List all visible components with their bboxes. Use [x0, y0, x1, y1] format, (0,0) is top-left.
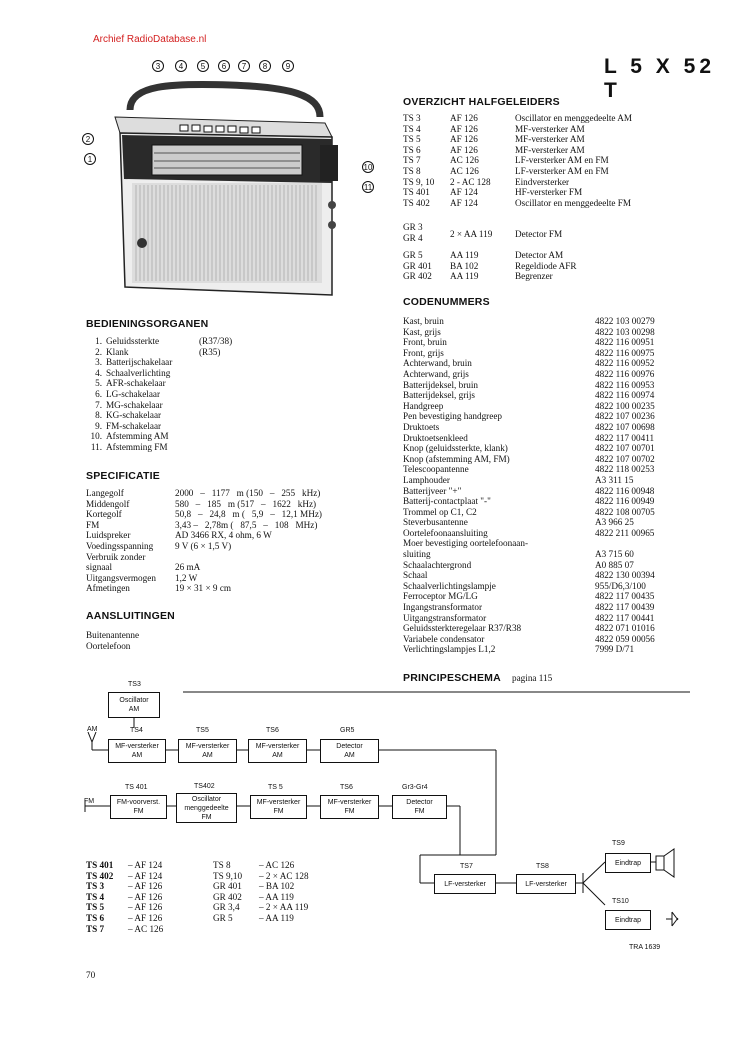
code-name: Pen bevestiging handgreep [403, 411, 502, 422]
semis-desc: Detector AM [515, 250, 564, 260]
legend-type: – AF 126 [128, 891, 163, 902]
block-ts5fm-line1: MF-versterker [256, 799, 301, 806]
control-number: 5. [95, 378, 102, 389]
code-name: Schaalachtergrond [403, 559, 472, 570]
block-ts10-label: TS10 [612, 898, 629, 905]
code-number: 4822 107 00698 [595, 421, 655, 432]
legend-ref: TS 8 [213, 860, 231, 870]
control-number: 8. [95, 410, 102, 421]
code-name: Kast, bruin [403, 316, 444, 326]
code-number: 4822 116 00976 [595, 368, 655, 379]
block-gr5-detector-am [320, 739, 379, 763]
block-ts401-line1: FM-voorverst. [116, 799, 161, 806]
block-ts6am-line2: AM [272, 752, 283, 759]
code-number: 4822 117 00439 [595, 602, 655, 613]
callout-5: 5 [197, 60, 209, 72]
block-ts6fm-line2: FM [344, 808, 355, 815]
legend-ref: TS 6 [86, 912, 105, 923]
code-number: 4822 108 00705 [595, 506, 655, 517]
block-gr34-label: Gr3-Gr4 [402, 784, 428, 791]
legend-type: – AC 126 [128, 923, 164, 934]
legend-row [86, 881, 163, 892]
block-gr34-line2: FM [414, 808, 425, 815]
control-label: Klank [106, 346, 129, 357]
spec-value: 26 mA [175, 562, 201, 573]
semis-type: 2 - AC 128 [450, 176, 491, 187]
semis-type: AF 126 [450, 123, 478, 134]
code-number: 4822 130 00394 [595, 570, 655, 581]
callout-2: 2 [82, 133, 94, 145]
semis-ref: TS 8 [403, 165, 421, 176]
legend-row [213, 860, 309, 871]
callout-8: 8 [259, 60, 271, 72]
block-ts402-osc-fm [176, 793, 237, 823]
legend-type: – AA 119 [259, 912, 294, 923]
gr34-ref2: GR 4 [403, 233, 423, 243]
control-label: Geluidssterkte [106, 336, 160, 346]
block-ts6fm-label: TS6 [340, 784, 353, 791]
code-name: Achterwand, bruin [403, 358, 472, 369]
legend-row [213, 892, 309, 903]
watermark: Archief RadioDatabase.nl [93, 34, 207, 45]
block-ts5-line2: AM [202, 752, 213, 759]
control-number: 11. [90, 441, 102, 452]
semis-desc: LF-versterker AM en FM [515, 165, 609, 176]
control-label: Afstemming FM [106, 441, 168, 452]
code-name: Uitgangstransformator [403, 612, 487, 623]
callout-9: 9 [282, 60, 294, 72]
block-ts5-label: TS5 [196, 727, 209, 734]
control-number: 4. [95, 367, 102, 378]
block-ts401-line2: FM [133, 808, 144, 815]
semis-desc: MF-versterker AM [515, 134, 585, 145]
legend-type: – AC 126 [259, 860, 295, 870]
codes-title: CODENUMMERS [403, 296, 490, 308]
legend-row [213, 913, 309, 924]
block-ts3-oscillator [108, 692, 160, 718]
schema-title: PRINCIPESCHEMA [403, 672, 501, 684]
legend-row [213, 871, 309, 882]
block-ts8-label: TS8 [536, 863, 549, 870]
semis-desc: MF-versterker AM [515, 123, 585, 134]
callout-11: 11 [363, 182, 373, 192]
control-label: MG-schakelaar [106, 399, 163, 410]
legend-ref: TS 4 [86, 891, 105, 902]
semis-type: AA 119 [450, 271, 479, 282]
controls-title: BEDIENINGSORGANEN [86, 318, 209, 330]
legend-row [213, 881, 309, 892]
code-number: 4822 117 00441 [595, 612, 655, 623]
block-ts4-mf [108, 739, 166, 763]
control-label: AFR-schakelaar [106, 378, 166, 389]
legend-row [86, 913, 163, 924]
spec-label: Middengolf [86, 498, 130, 509]
spec-label: Afmetingen [86, 583, 130, 594]
semis-ref: TS 7 [403, 155, 421, 166]
semis-desc: Begrenzer [515, 271, 553, 282]
code-number: 4822 071 01016 [595, 623, 655, 634]
code-name: Geluidssterkteregelaar R37/R38 [403, 623, 522, 634]
spec-label: Langegolf [86, 488, 124, 498]
code-number: 4822 059 00056 [595, 633, 655, 644]
control-number: 6. [95, 388, 102, 399]
code-name: Achterwand, grijs [403, 368, 469, 379]
legend-type: – AF 126 [128, 912, 163, 923]
code-number: 4822 107 00236 [595, 411, 655, 422]
semis-ref: TS 3 [403, 113, 421, 123]
code-name: Oortelefoonaansluiting [403, 527, 488, 538]
code-name: Telescoopantenne [403, 464, 469, 475]
code-name: Lamphouder [403, 474, 450, 485]
block-ts5-mf [178, 739, 237, 763]
semis-desc: Eindversterker [515, 176, 570, 187]
spec-value: 19 × 31 × 9 cm [175, 583, 232, 594]
code-number: 4822 107 00701 [595, 443, 655, 454]
semis-ref: GR 5 [403, 250, 423, 260]
gr34-desc: Detector FM [515, 229, 563, 239]
callout-3: 3 [152, 60, 164, 72]
control-label: Schaalverlichting [106, 367, 171, 378]
semis-desc: HF-versterker FM [515, 187, 583, 198]
code-number: 955/D6,3/100 [595, 580, 646, 591]
block-ts8-line1: LF-versterker [525, 880, 567, 888]
legend-left [86, 860, 163, 934]
code-number: 4822 211 00965 [595, 527, 655, 538]
control-label: Batterijschakelaar [106, 357, 173, 368]
code-name: Ingangstransformator [403, 602, 483, 613]
callout-6: 6 [218, 60, 230, 72]
legend-ref: TS 3 [86, 881, 105, 892]
legend-ref: TS 402 [86, 870, 114, 881]
code-number: 4822 100 00235 [595, 400, 655, 411]
code-name: Batterij-contactplaat "-" [403, 496, 491, 507]
code-name: Schaal [403, 570, 428, 581]
block-ts5fm-line2: FM [273, 808, 284, 815]
legend-type: – BA 102 [259, 881, 295, 892]
spec-label: Verbruik zonder [86, 551, 146, 562]
legend-type: – AA 119 [259, 891, 294, 902]
code-name: Kast, grijs [403, 326, 441, 337]
control-number: 7. [95, 399, 102, 410]
legend-type: – AF 126 [128, 902, 163, 913]
spec-label: Kortegolf [86, 509, 122, 520]
code-name: Knop (geluidssterkte, klank) [403, 443, 508, 454]
am-label: AM [87, 726, 98, 733]
code-name: sluiting [403, 549, 431, 560]
legend-type: – 2 × AC 128 [259, 870, 309, 881]
control-note: (R37/38) [199, 336, 233, 346]
semis-ref: TS 402 [403, 197, 430, 208]
fm-label: FM [84, 798, 95, 805]
semis-type: AF 124 [450, 197, 478, 208]
block-ts6-mf-am [248, 739, 307, 763]
legend-row [86, 871, 163, 882]
semis-ref: GR 402 [403, 271, 432, 282]
block-ts402-line3: FM [201, 813, 212, 821]
code-number: 4822 117 00411 [595, 432, 655, 443]
spec-value: 50,8 – 24,8 m ( 5,9 – 12,1 MHz) [175, 509, 322, 520]
code-name: Ferroceptor MG/LG [403, 591, 478, 602]
code-name: Verlichtingslampjes L1,2 [403, 644, 496, 655]
control-number: 1. [95, 336, 102, 346]
code-name: Batterijdeksel, grijs [403, 390, 475, 401]
semis-type: AC 126 [450, 165, 479, 176]
legend-ref: TS 9,10 [213, 870, 243, 881]
legend-type: – 2 × AA 119 [259, 902, 309, 913]
code-number: A3 966 25 [595, 517, 634, 528]
block-ts9-endstage [605, 853, 651, 873]
block-ts8-lf [516, 874, 576, 894]
semis-ref: TS 9, 10 [403, 176, 435, 187]
block-ts3-line1: Oscillator [119, 697, 149, 704]
legend-type: – AF 124 [128, 860, 163, 870]
block-ts402-line2: menggedeelte [184, 804, 229, 812]
schema-page-ref: pagina 115 [512, 673, 553, 683]
block-ts402-label: TS402 [194, 783, 215, 790]
block-ts401-label: TS 401 [125, 784, 148, 791]
control-label: FM-schakelaar [106, 420, 162, 431]
code-name: Druktoets [403, 421, 440, 432]
semis-type: AA 119 [450, 250, 479, 260]
code-name: Trommel op C1, C2 [403, 506, 477, 517]
block-gr5-label: GR5 [340, 727, 355, 734]
code-number: 4822 118 00253 [595, 464, 655, 475]
semis-desc: Oscillator en menggedeelte AM [515, 113, 633, 123]
semis-desc: Oscillator en menggedeelte FM [515, 197, 632, 208]
code-number: A0 885 07 [595, 559, 634, 570]
code-number: 4822 116 00953 [595, 379, 655, 390]
block-ts6am-label: TS6 [266, 727, 279, 734]
control-label: LG-schakelaar [106, 388, 161, 399]
semis-ref: TS 5 [403, 134, 421, 145]
semis-desc: Regeldiode AFR [515, 260, 577, 271]
block-ts3-line2: AM [128, 706, 140, 713]
control-number: 3. [95, 357, 102, 368]
legend-ref: GR 5 [213, 912, 233, 923]
code-number: 4822 103 00298 [595, 326, 655, 337]
code-number: A3 311 15 [595, 474, 634, 485]
gr34-type: 2 × AA 119 [450, 229, 493, 239]
spec-title: SPECIFICATIE [86, 470, 160, 482]
semis-type: AF 126 [450, 144, 478, 155]
page-number: 70 [86, 970, 96, 980]
block-ts6fm-line1: MF-versterker [327, 799, 372, 806]
spec-label: Uitgangsvermogen [86, 572, 156, 583]
legend-ref: TS 401 [86, 860, 114, 870]
code-name: Schaalverlichtingslampje [403, 580, 496, 591]
spec-label: Voedingsspanning [86, 540, 154, 551]
code-number: 4822 116 00975 [595, 347, 655, 358]
control-note: (R35) [199, 346, 221, 357]
block-ts4-line1: MF-versterker [115, 743, 159, 750]
code-number: 4822 107 00702 [595, 453, 655, 464]
semis-ref: TS 6 [403, 144, 421, 155]
code-name: Variabele condensator [403, 633, 485, 644]
legend-row [213, 902, 309, 913]
semis-ref: TS 4 [403, 123, 421, 134]
model-title: L 5 X 52 T [604, 55, 715, 102]
block-ts5fm-label: TS 5 [268, 784, 283, 791]
legend-row [86, 902, 163, 913]
block-ts3-label: TS3 [128, 681, 141, 688]
control-label: KG-schakelaar [106, 410, 162, 421]
connection-earphone: Oortelefoon [86, 641, 131, 651]
code-name: Handgreep [403, 400, 444, 411]
spec-label: FM [86, 519, 100, 530]
legend-type: – AF 124 [128, 870, 163, 881]
block-gr5-line2: AM [344, 752, 355, 759]
spec-value: 3,43 – 2,78m ( 87,5 – 108 MHz) [175, 519, 318, 530]
semis-ref: GR 401 [403, 260, 432, 271]
control-number: 10. [90, 431, 102, 442]
block-ts9-label: TS9 [612, 840, 625, 847]
spec-value: 9 V (6 × 1,5 V) [175, 540, 232, 551]
spec-value: AD 3466 RX, 4 ohm, 6 W [175, 530, 272, 541]
code-number: A3 715 60 [595, 549, 634, 560]
block-ts7-label: TS7 [460, 863, 473, 870]
code-number: 4822 116 00952 [595, 358, 655, 369]
code-number: 4822 117 00435 [595, 591, 655, 602]
semis-type: AF 124 [450, 187, 478, 198]
control-number: 9. [95, 420, 102, 431]
callout-10: 10 [363, 162, 373, 172]
code-number: 4822 116 00951 [595, 337, 655, 348]
code-name: Druktoetsenkleed [403, 432, 468, 443]
semis-type: AF 126 [450, 134, 478, 145]
block-ts5-line1: MF-versterker [185, 743, 230, 750]
semis-ref: TS 401 [403, 187, 430, 198]
legend-ref: GR 402 [213, 891, 242, 902]
code-name: Moer bevestiging oortelefoonaan- [403, 538, 529, 549]
legend-ref: GR 401 [213, 881, 242, 892]
legend-row [86, 860, 163, 871]
block-ts10-endstage [605, 910, 651, 930]
spec-value: 2000 – 1177 m (150 – 255 kHz) [175, 488, 321, 498]
block-ts7-line1: LF-versterker [444, 880, 486, 888]
block-ts402-line1: Oscillator [191, 795, 222, 803]
semis-type: BA 102 [450, 260, 479, 271]
gr34-ref1: GR 3 [403, 222, 423, 232]
legend-ref: GR 3,4 [213, 902, 240, 913]
block-ts7-lf [434, 874, 496, 894]
legend-type: – AF 126 [128, 881, 163, 892]
code-name: Front, bruin [403, 337, 447, 348]
connection-external-antenna: Buitenantenne [86, 630, 140, 640]
code-number: 4822 103 00279 [595, 316, 655, 326]
block-gr34-detector-fm [392, 795, 447, 819]
code-name: Batterijdeksel, bruin [403, 379, 479, 390]
code-name: Batterijveer "+" [403, 485, 462, 496]
semis-title: OVERZICHT HALFGELEIDERS [403, 96, 560, 108]
code-name: Knop (afstemming AM, FM) [403, 453, 510, 464]
legend-row [86, 924, 163, 935]
block-ts6-mf-fm [320, 795, 379, 819]
block-gr34-line1: Detector [406, 799, 433, 806]
callout-4: 4 [175, 60, 187, 72]
code-number: 4822 116 00949 [595, 496, 655, 507]
block-ts6am-line1: MF-versterker [255, 743, 300, 750]
block-gr5-line1: Detector [336, 743, 363, 750]
spec-value: 1,2 W [175, 572, 198, 583]
callout-1: 1 [84, 153, 96, 165]
connections-title: AANSLUITINGEN [86, 610, 175, 622]
tra-label: TRA 1639 [629, 944, 661, 951]
block-ts4-label: TS4 [130, 727, 143, 734]
semis-type: AC 126 [450, 155, 479, 166]
legend-right [213, 860, 309, 924]
spec-value: 580 – 185 m (517 – 1622 kHz) [175, 498, 317, 509]
legend-row [86, 892, 163, 903]
semis-type: AF 126 [450, 113, 478, 123]
code-number: 4822 116 00948 [595, 485, 655, 496]
control-number: 2. [95, 346, 102, 357]
spec-label: Luidspreker [86, 530, 131, 541]
legend-ref: TS 7 [86, 923, 105, 934]
control-label: Afstemming AM [106, 431, 169, 442]
semis-desc: MF-versterker AM [515, 144, 585, 155]
legend-ref: TS 5 [86, 902, 105, 913]
block-ts4-line2: AM [131, 752, 143, 759]
block-ts9-line1: Eindtrap [614, 859, 642, 867]
code-name: Steverbusantenne [403, 517, 468, 528]
code-number: 7999 D/71 [595, 644, 635, 655]
block-ts10-line1: Eindtrap [614, 916, 642, 924]
spec-label: signaal [86, 562, 113, 573]
code-name: Front, grijs [403, 347, 444, 358]
semis-desc: LF-versterker AM en FM [515, 155, 609, 166]
block-ts401-fm [110, 795, 167, 819]
callout-7: 7 [238, 60, 250, 72]
code-number: 4822 116 00974 [595, 390, 655, 401]
block-ts5-mf-fm [250, 795, 307, 819]
